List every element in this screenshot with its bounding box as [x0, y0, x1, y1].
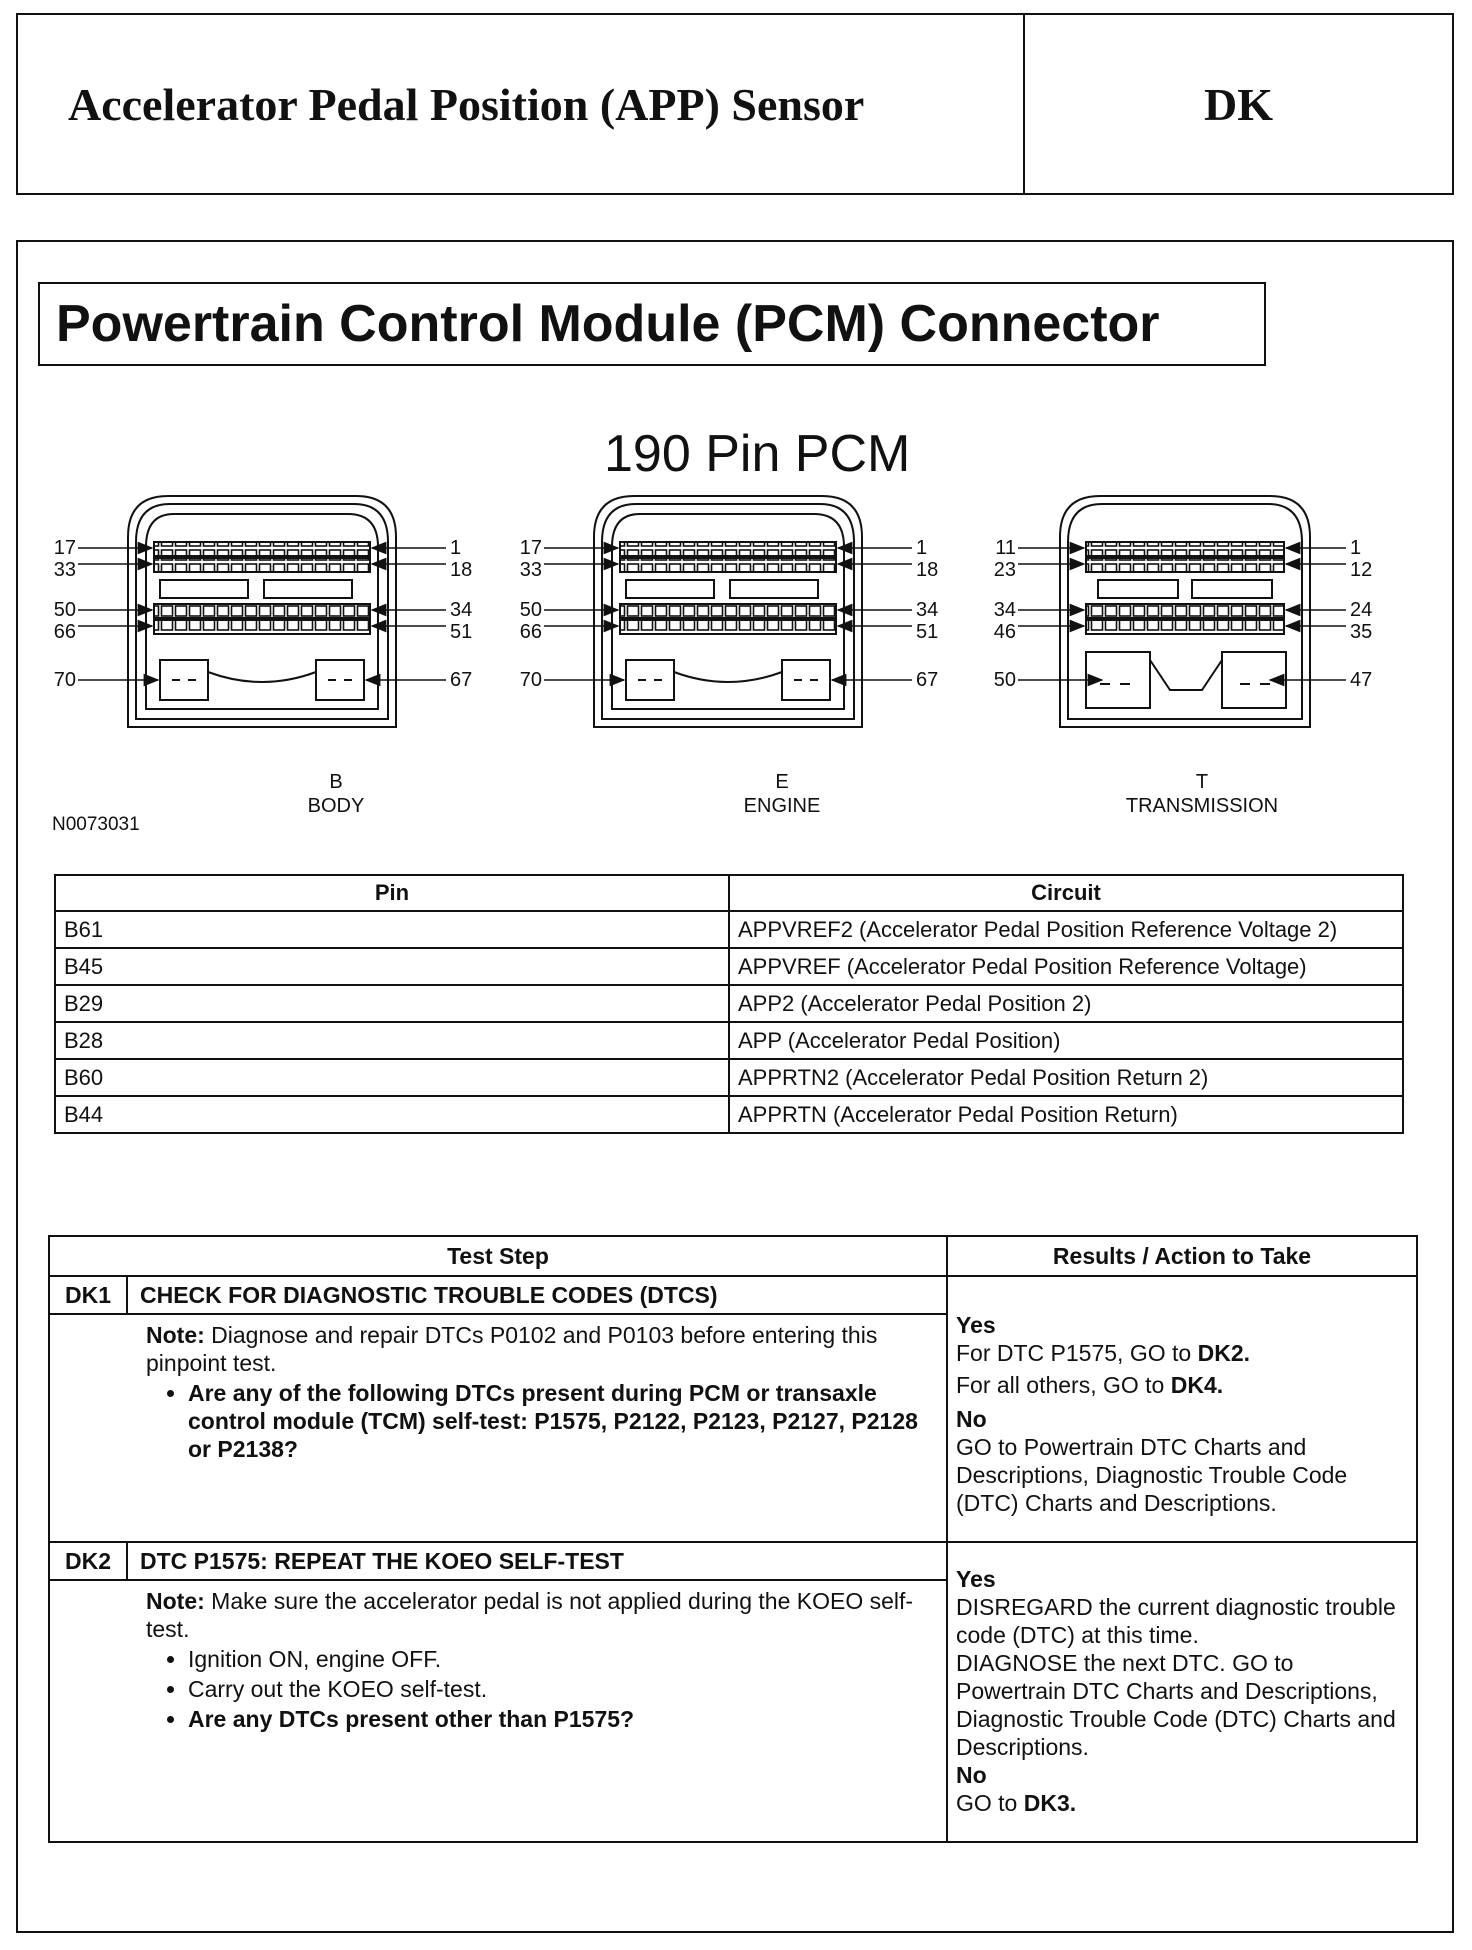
list-item: • Carry out the KOEO self-test.	[188, 1675, 928, 1703]
connector-label-engine	[702, 770, 862, 818]
circuit-column-header: Circuit	[729, 875, 1403, 911]
connector-label-transmission	[1102, 770, 1302, 818]
test-step-header: Test Step	[49, 1236, 947, 1276]
pin-number-label: 34	[993, 599, 1016, 621]
pin-number-label: 35	[1350, 621, 1373, 643]
list-item: • Are any DTCs present other than P1575?	[188, 1705, 928, 1733]
pin-number-label: 70	[53, 669, 76, 691]
goto-link[interactable]: DK3.	[1023, 1790, 1077, 1816]
page-title: Accelerator Pedal Position (APP) Sensor	[18, 15, 1025, 193]
connector-name: TRANSMISSION	[1125, 795, 1279, 817]
note-text: Make sure the accelerator pedal is not applied during the KOEO self-test.	[146, 1588, 914, 1642]
table-row	[55, 1022, 1403, 1059]
pin-cell: B29	[55, 985, 729, 1022]
pin-number-label: 50	[519, 599, 542, 621]
bullet-list	[146, 1645, 928, 1733]
note-text: Diagnose and repair DTCs P0102 and P0103 before entering this pinpoint test.	[146, 1322, 878, 1376]
step-title: CHECK FOR DIAGNOSTIC TROUBLE CODES (DTCS)	[127, 1276, 947, 1314]
circuit-cell: APPVREF2 (Accelerator Pedal Position Reference Voltage 2)	[729, 911, 1403, 948]
diagram-heading: 190 Pin PCM	[604, 425, 911, 483]
no-label: No	[956, 1406, 987, 1432]
results-header: Results / Action to Take	[947, 1236, 1417, 1276]
pin-number-label: 34	[916, 599, 939, 621]
step-code: DK2	[49, 1542, 127, 1580]
step-dk1-results	[947, 1276, 1417, 1542]
connector-body	[78, 496, 446, 727]
note-label: Note:	[146, 1322, 205, 1348]
pin-number-label: 1	[916, 537, 928, 559]
pin-number-label: 70	[519, 669, 542, 691]
bullet-list	[146, 1379, 928, 1463]
step-body	[49, 1580, 947, 1842]
result-text: DISREGARD the current diagnostic trouble code (DTC) at this time.	[956, 1594, 1396, 1648]
test-step-table	[48, 1235, 1418, 1843]
connector-title: Powertrain Control Module (PCM) Connector	[38, 282, 1266, 366]
pin-cell: B45	[55, 948, 729, 985]
pin-number-label: 47	[1350, 669, 1373, 691]
goto-link[interactable]: DK4.	[1170, 1372, 1224, 1398]
result-text: For all others, GO to	[956, 1372, 1171, 1398]
connector-name: ENGINE	[743, 795, 821, 817]
result-text: DIAGNOSE the next DTC. GO to Powertrain DTC Charts and Descriptions, Diagnostic Trouble Code (DTC) Charts and Descriptions.	[956, 1650, 1396, 1760]
circuit-cell: APPRTN2 (Accelerator Pedal Position Return 2)	[729, 1059, 1403, 1096]
connector-name: BODY	[307, 795, 365, 817]
page-header	[16, 13, 1454, 195]
pin-number-label: 67	[450, 669, 473, 691]
yes-label: Yes	[956, 1312, 996, 1338]
table-row	[55, 948, 1403, 985]
table-row	[55, 1059, 1403, 1096]
table-row	[55, 985, 1403, 1022]
step-dk2-title-row	[49, 1542, 1417, 1580]
pin-number-label: 50	[53, 599, 76, 621]
pin-number-label: 17	[53, 537, 76, 559]
pin-number-label: 46	[993, 621, 1016, 643]
result-text: GO to	[956, 1790, 1024, 1816]
pin-number-label: 67	[916, 669, 939, 691]
main-frame	[16, 240, 1454, 1933]
connector-transmission	[1018, 496, 1346, 727]
list-item: • Are any of the following DTCs present during PCM or transaxle control module (TCM) self-test: P1575, P2122, P2123, P2127, P2128 or P2138?	[188, 1379, 928, 1463]
pin-circuit-table	[54, 874, 1404, 1134]
pin-number-label: 34	[450, 599, 473, 621]
pin-column-header: Pin	[55, 875, 729, 911]
circuit-cell: APPVREF (Accelerator Pedal Position Reference Voltage)	[729, 948, 1403, 985]
pin-number-label: 18	[450, 559, 473, 581]
pin-number-label: 66	[519, 621, 542, 643]
pin-number-label: 12	[1350, 559, 1373, 581]
pin-number-label: 1	[450, 537, 462, 559]
pin-number-label: 24	[1350, 599, 1373, 621]
pcm-connector-diagram	[48, 492, 1428, 812]
pin-cell: B44	[55, 1096, 729, 1133]
step-title: DTC P1575: REPEAT THE KOEO SELF-TEST	[127, 1542, 947, 1580]
pin-number-label: 18	[916, 559, 939, 581]
step-body	[49, 1314, 947, 1542]
yes-label: Yes	[956, 1566, 996, 1592]
pin-number-label: 33	[519, 559, 542, 581]
pin-number-label: 33	[53, 559, 76, 581]
pin-cell: B60	[55, 1059, 729, 1096]
section-code: DK	[1204, 78, 1273, 130]
pin-number-label: 23	[993, 559, 1016, 581]
table-row	[55, 911, 1403, 948]
circuit-cell: APP2 (Accelerator Pedal Position 2)	[729, 985, 1403, 1022]
pin-number-label: 51	[916, 621, 939, 643]
connector-label-body	[256, 770, 416, 818]
connector-letter: B	[329, 771, 343, 793]
pin-number-label: 66	[53, 621, 76, 643]
pin-number-label: 17	[519, 537, 542, 559]
goto-link[interactable]: DK2.	[1197, 1340, 1250, 1366]
pin-number-label: 11	[995, 537, 1016, 559]
note-label: Note:	[146, 1588, 205, 1614]
table-row	[55, 1096, 1403, 1133]
result-text: GO to Powertrain DTC Charts and Descriptions, Diagnostic Trouble Code (DTC) Charts and Descriptions.	[956, 1434, 1348, 1516]
pin-number-label: 1	[1350, 537, 1362, 559]
pin-cell: B28	[55, 1022, 729, 1059]
circuit-cell: APPRTN (Accelerator Pedal Position Return)	[729, 1096, 1403, 1133]
figure-id: N0073031	[52, 814, 140, 835]
pin-cell: B61	[55, 911, 729, 948]
connector-letter: E	[775, 771, 789, 793]
step-code: DK1	[49, 1276, 127, 1314]
no-label: No	[956, 1762, 987, 1788]
list-item: • Ignition ON, engine OFF.	[188, 1645, 928, 1673]
circuit-cell: APP (Accelerator Pedal Position)	[729, 1022, 1403, 1059]
pin-number-label: 50	[993, 669, 1016, 691]
connector-letter: T	[1195, 771, 1209, 793]
result-text: For DTC P1575, GO to	[956, 1340, 1198, 1366]
connector-engine	[544, 496, 912, 727]
step-dk1-title-row	[49, 1276, 1417, 1314]
step-dk2-results	[947, 1542, 1417, 1842]
pin-number-label: 51	[450, 621, 473, 643]
